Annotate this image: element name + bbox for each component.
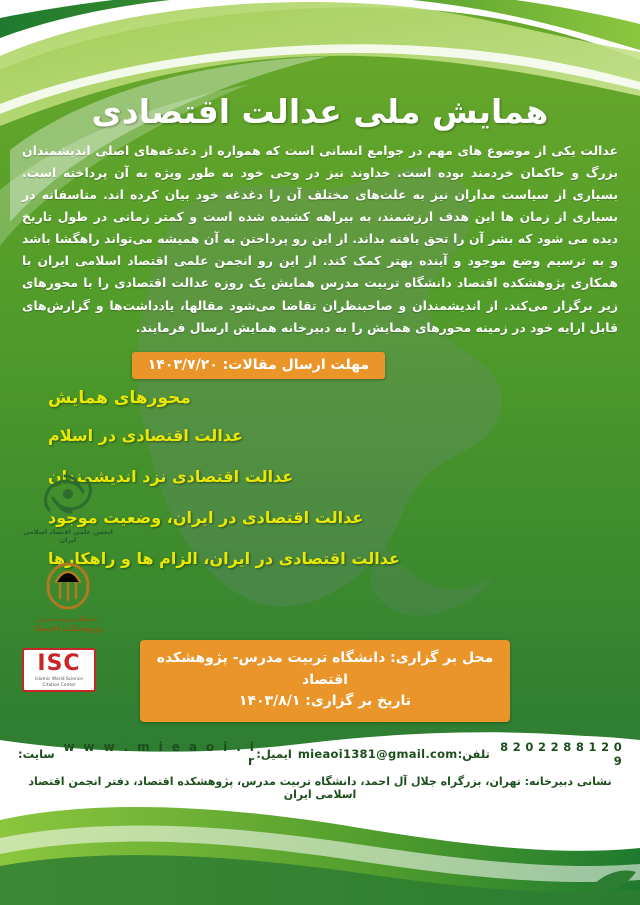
isc-subtitle: Islamic World Science Citation Center	[35, 677, 83, 688]
conference-axes	[34, 388, 614, 590]
footer-phone-label: تلفن:	[457, 747, 490, 761]
university-caption: پژوهشکده اقتصاد	[33, 624, 103, 633]
association-emblem-icon	[35, 466, 101, 522]
axes-heading: محورهای همایش	[48, 388, 191, 408]
venue-date: تاریخ بر گزاری: ۱۴۰۳/۸/۱	[238, 693, 412, 710]
footer-site-label: سایت:	[18, 747, 55, 761]
page-title: همایش ملی عدالت اقتصادی	[91, 92, 549, 131]
footer-contact-row	[18, 740, 622, 768]
footer-email[interactable]	[256, 747, 457, 761]
university-logo	[22, 560, 114, 633]
association-logo	[22, 466, 114, 544]
footer-site[interactable]	[18, 740, 256, 768]
isc-logo	[22, 648, 96, 692]
footer-email-label: ایمیل:	[256, 747, 292, 761]
footer-site-value[interactable]: w w w . m i e a o i . i r	[63, 740, 257, 768]
venue-place: محل بر گزاری: دانشگاه تربیت مدرس- پژوهشکده اقتصاد	[156, 650, 494, 688]
university-caption-small: دانشگاه تربیت مدرس	[38, 617, 98, 623]
footer-address: نشانی دبیرخانه: تهران، بزرگراه جلال آل احمد، دانشگاه تربیت مدرس، پژوهشکده اقتصاد، دفتر انجمن اقتصاد اسلامی ایران	[28, 775, 612, 801]
axis-item-1: عدالت اقتصادی در اسلام	[48, 426, 243, 445]
deadline-badge: مهلت ارسال مقالات: ۱۴۰۳/۷/۲۰	[132, 352, 385, 379]
footer	[0, 740, 640, 801]
axis-item-2: عدالت اقتصادی نزد اندیشمندان	[48, 467, 294, 486]
footer-phone	[458, 740, 622, 768]
body-paragraph: عدالت یکی از موضوع های مهم در جوامع انسانی است که همواره از دغدغه‌های اصلی اندیشمندان بزرگ و حاکمان خردمند بوده است. خداوند نیز در وحی خود به طور ویژه به آن پرداخته است. بسیاری از سیاست مداران نیز به علت‌های مختلف آن را دغدغه خود بیان کرده اند. متاسفانه در بسیاری از زمان ها این هدف ارزشمند، به بیراهه کشیده شده است و کمتر زمانی در طول تاریخ دیده می شود که بشر آن را تحق یافته بداند. از این رو پرداختن به آن همیشه می‌تواند راهگشا باشد و به ترسیم وضع موجود و آینده بهتر کمک کند. از این رو انجمن علمی اقتصاد اسلامی ایران با همکاری پژوهشکده اقتصاد دانشگاه تربیت مدرس همایش یک روزه عدالت اقتصادی را با محورهای زیر برگزار می‌کند. از اندیشمندان و صاحبنظران تقاضا می‌شود مقالها، یادداشت‌ها و گزارش‌های قابل ارایه خود در زمینه محورهای همایش را به دبیرخانه همایش ارسال فرمایند.	[22, 143, 618, 335]
footer-phone-value: 0 2 1 8 8 2 2 0 2 8 9	[500, 740, 622, 768]
association-caption: انجمن علمی اقتصاد اسلامی ایران	[23, 528, 113, 544]
footer-email-value[interactable]: mieaoi1381@gmail.com	[297, 747, 458, 761]
venue-box	[140, 640, 510, 722]
university-emblem-icon	[38, 560, 98, 612]
axis-item-4: عدالت اقتصادی در ایران، الزام ها و راهکارها	[48, 549, 400, 568]
isc-text: ISC	[37, 651, 81, 676]
axis-item-3: عدالت اقتصادی در ایران، وضعیت موجود	[48, 508, 364, 527]
